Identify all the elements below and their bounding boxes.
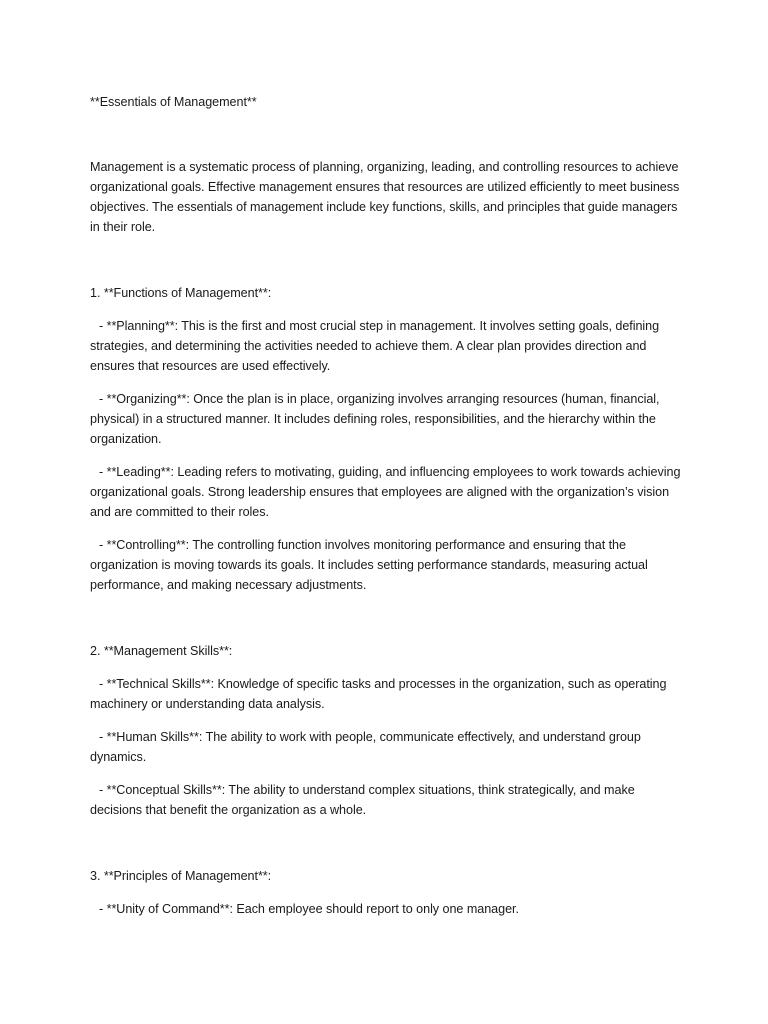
item-lead: - **Conceptual Skills**: <box>99 783 226 797</box>
document-page <box>90 92 690 965</box>
section-heading: 2. **Management Skills**: <box>90 644 233 658</box>
item-lead: - **Leading**: <box>99 465 174 479</box>
document-title: **Essentials of Management** <box>90 95 257 109</box>
item-text: This is the first and most crucial step in management. It involves setting goals, defining strategies, and determining the activities needed to achieve them. A clear plan provides direction and ensures that resources are used effectively. <box>90 319 660 373</box>
list-item <box>90 780 690 820</box>
item-lead: - **Technical Skills**: <box>99 677 215 691</box>
list-item <box>90 899 690 919</box>
list-item <box>90 389 690 449</box>
item-text: Knowledge of specific tasks and processes in the organization, such as operating machinery or understanding data analysis. <box>90 677 667 711</box>
item-text: The controlling function involves monitoring performance and ensuring that the organization is moving towards its goals. It includes setting performance standards, measuring actual performance, and making necessary adjustments. <box>90 538 648 592</box>
list-item <box>90 535 690 595</box>
list-item <box>90 727 690 767</box>
section-principles <box>90 866 690 919</box>
section-heading: 1. **Functions of Management**: <box>90 286 272 300</box>
item-text: The ability to understand complex situations, think strategically, and make decisions that benefit the organization as a whole. <box>90 783 635 817</box>
intro-paragraph: Management is a systematic process of planning, organizing, leading, and controlling resources to achieve organizational goals. Effective management ensures that resources are utilized efficiently to meet business objectives. The essentials of management include key functions, skills, and principles that guide managers in their role. <box>90 160 680 234</box>
list-item <box>90 462 690 522</box>
section-skills <box>90 641 690 820</box>
item-text: Leading refers to motivating, guiding, and influencing employees to work towards achieving organizational goals. Strong leadership ensures that employees are aligned with the organization’s vision and are committed to their roles. <box>90 465 681 519</box>
item-lead: - **Controlling**: <box>99 538 190 552</box>
item-lead: - **Planning**: <box>99 319 179 333</box>
item-text: Each employee should report to only one manager. <box>232 902 519 916</box>
section-heading: 3. **Principles of Management**: <box>90 869 272 883</box>
list-item <box>90 674 690 714</box>
list-item <box>90 316 690 376</box>
item-lead: - **Human Skills**: <box>99 730 203 744</box>
item-text: The ability to work with people, communicate effectively, and understand group dynamics. <box>90 730 641 764</box>
item-lead: - **Organizing**: <box>99 392 190 406</box>
item-text: Once the plan is in place, organizing involves arranging resources (human, financial, physical) in a structured manner. It includes defining roles, responsibilities, and the hierarchy within the organization. <box>90 392 660 446</box>
section-functions <box>90 283 690 595</box>
item-lead: - **Unity of Command**: <box>99 902 233 916</box>
